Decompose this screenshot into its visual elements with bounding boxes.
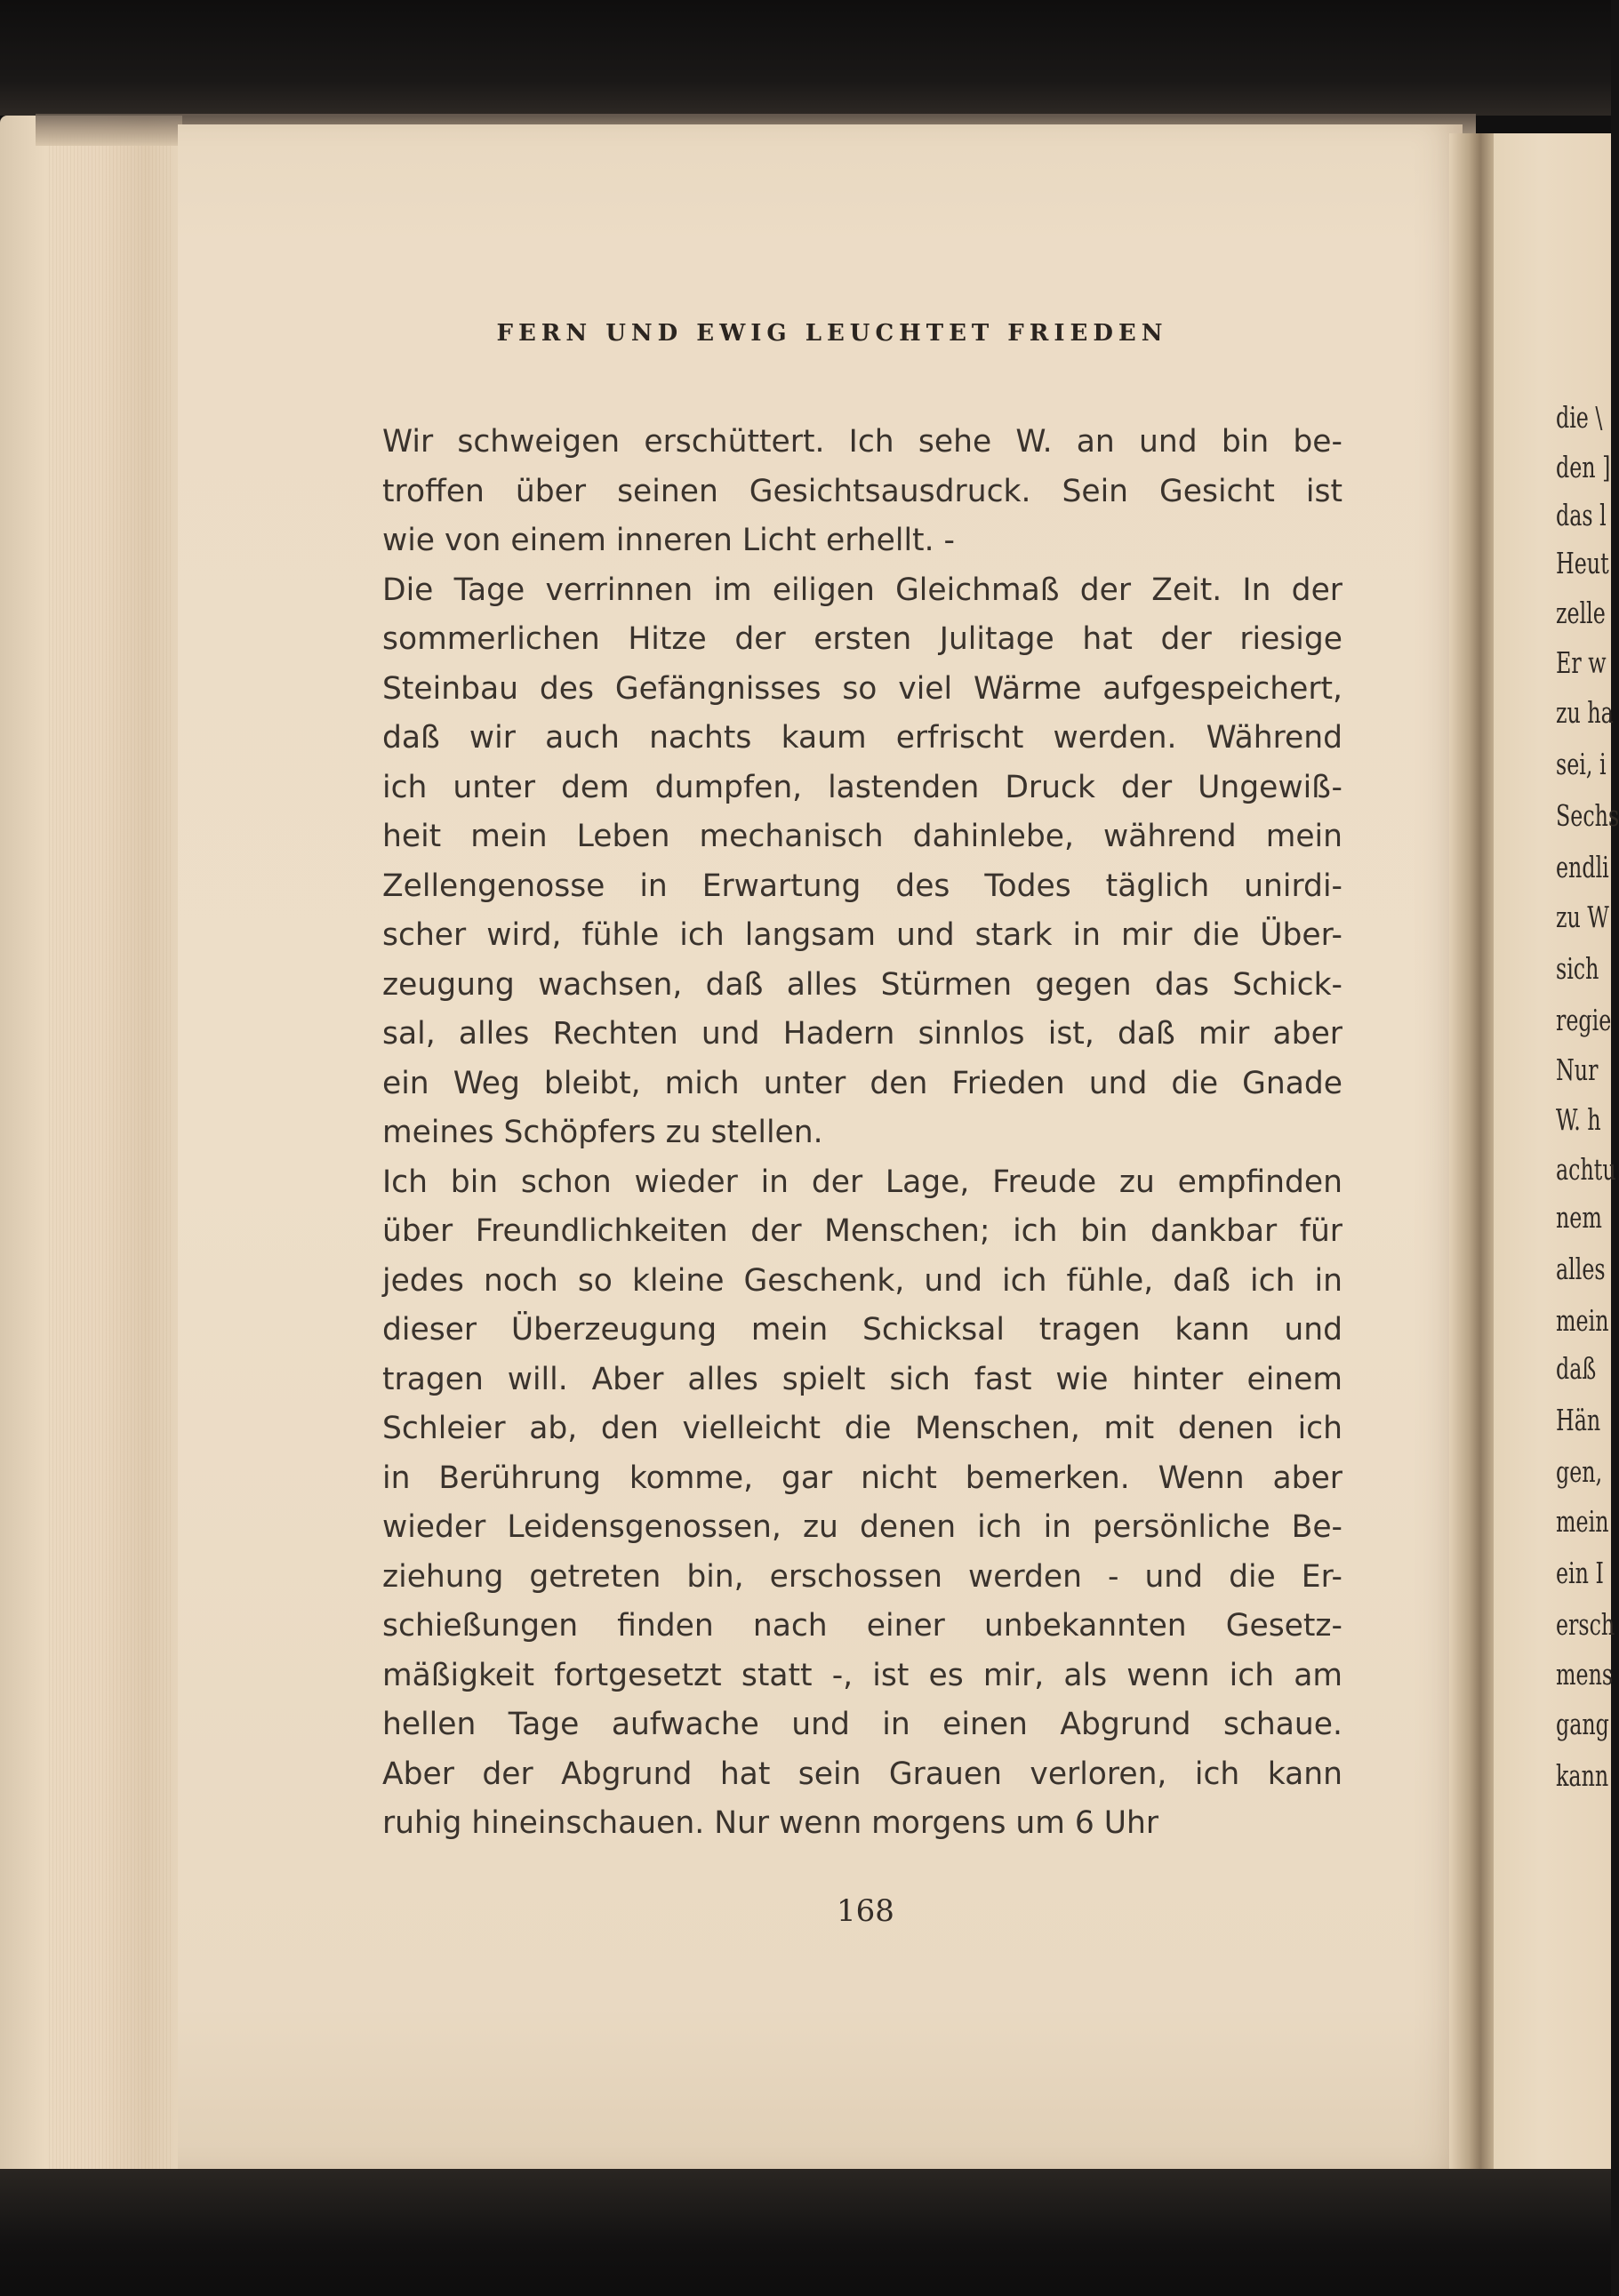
text-line: heit mein Leben mechanisch dahinlebe, während mein: [382, 819, 1342, 854]
text-line: troffen über seinen Gesichtsausdruck. Sein Gesicht ist: [382, 473, 1342, 509]
facing-page-line: regie: [1556, 1003, 1612, 1037]
text-line: in Berührung komme, gar nicht bemerken. Wenn aber: [382, 1460, 1342, 1496]
text-line: wie von einem inneren Licht erhellt. -: [382, 523, 955, 558]
text-line: sal, alles Rechten und Hadern sinnlos ist, daß mir aber: [382, 1016, 1342, 1052]
text-line: schießungen finden nach einer unbekannten Gesetz-: [382, 1608, 1342, 1644]
facing-page-line: Heut: [1556, 546, 1609, 580]
text-line: Schleier ab, den vielleicht die Menschen, mit denen ich: [382, 1411, 1342, 1446]
facing-page-line: die \: [1556, 400, 1603, 435]
facing-page-line: Hän: [1556, 1403, 1601, 1437]
text-line: hellen Tage aufwache und in einen Abgrund schaue.: [382, 1707, 1342, 1742]
page-edge-texture: [49, 133, 173, 2169]
text-line: ziehung getreten bin, erschossen werden - und die Er-: [382, 1558, 1342, 1595]
text-line: sommerlichen Hitze der ersten Julitage hat der riesige: [382, 621, 1342, 657]
text-line: mäßigkeit fortgesetzt statt -, ist es mir, als wenn ich am: [382, 1657, 1342, 1693]
body-text: [382, 418, 1342, 1849]
facing-page-line: ersch: [1556, 1607, 1615, 1642]
text-line: meines Schöpfers zu stellen.: [382, 1115, 823, 1150]
facing-page-line: das l: [1556, 498, 1607, 532]
text-line: wieder Leidensgenossen, zu denen ich in persönliche Be-: [382, 1509, 1342, 1545]
facing-page-line: den ]: [1556, 450, 1611, 484]
facing-page-line: achtu: [1556, 1152, 1616, 1187]
text-line: dieser Überzeugung mein Schicksal tragen kann und: [382, 1312, 1342, 1348]
facing-page-line: alles: [1556, 1252, 1606, 1286]
top-background: [0, 0, 1611, 116]
facing-page-line: zelle: [1556, 596, 1606, 630]
facing-page-line: daß: [1556, 1351, 1597, 1386]
facing-page-line: mein: [1556, 1504, 1609, 1539]
facing-page-line: gen,: [1556, 1454, 1603, 1489]
facing-page-line: endli: [1556, 850, 1609, 884]
text-line: zeugung wachsen, daß alles Stürmen gegen das Schick-: [382, 966, 1342, 1003]
facing-page-line: zu ha: [1556, 695, 1614, 730]
text-line: über Freundlichkeiten der Menschen; ich bin dankbar für: [382, 1213, 1342, 1249]
text-line: ruhig hineinschauen. Nur wenn morgens um 6 Uhr: [382, 1805, 1159, 1841]
text-line: daß wir auch nachts kaum erfrischt werden. Während: [382, 720, 1342, 756]
facing-page-line: kann: [1556, 1758, 1609, 1793]
text-line: ich unter dem dumpfen, lastenden Druck der Ungewiß-: [382, 769, 1342, 805]
text-line: ein Weg bleibt, mich unter den Frieden und die Gnade: [382, 1065, 1342, 1101]
facing-page-line: mens: [1556, 1657, 1614, 1692]
text-line: scher wird, fühle ich langsam und stark in mir die Über-: [382, 917, 1342, 953]
text-line: jedes noch so kleine Geschenk, und ich fühle, daß ich in: [382, 1262, 1342, 1299]
facing-page-line: ein I: [1556, 1556, 1604, 1590]
text-line: Aber der Abgrund hat sein Grauen verloren, ich kann: [382, 1756, 1342, 1792]
facing-page-line: Sechs: [1556, 798, 1619, 833]
facing-page-line: sich: [1556, 951, 1599, 986]
facing-page-line: Nur: [1556, 1052, 1599, 1087]
text-line: tragen will. Aber alles spielt sich fast wie hinter einem: [382, 1361, 1342, 1397]
facing-page: [1494, 133, 1619, 2178]
facing-page-line: W. h: [1556, 1102, 1601, 1137]
text-line: Zellengenosse in Erwartung des Todes täglich unirdi-: [382, 868, 1342, 904]
facing-page-line: Er w: [1556, 645, 1607, 680]
text-line: Wir schweigen erschüttert. Ich sehe W. an und bin be-: [382, 424, 1342, 460]
text-line: Steinbau des Gefängnisses so viel Wärme aufgespeichert,: [382, 670, 1342, 707]
book-gutter: [1449, 133, 1494, 2169]
facing-page-line: zu W: [1556, 900, 1609, 934]
text-line: Die Tage verrinnen im eiligen Gleichmaß der Zeit. In der: [382, 572, 1342, 608]
bottom-background: [0, 2169, 1611, 2296]
facing-page-line: sei, i: [1556, 747, 1607, 781]
facing-page-line: nem: [1556, 1200, 1602, 1235]
facing-page-line: mein: [1556, 1303, 1609, 1338]
text-line: Ich bin schon wieder in der Lage, Freude zu empfinden: [382, 1164, 1342, 1200]
running-head: FERN UND EWIG LEUCHTET FRIEDEN: [496, 320, 1168, 347]
page-number: 168: [837, 1893, 894, 1929]
facing-page-line: gang: [1556, 1707, 1609, 1741]
